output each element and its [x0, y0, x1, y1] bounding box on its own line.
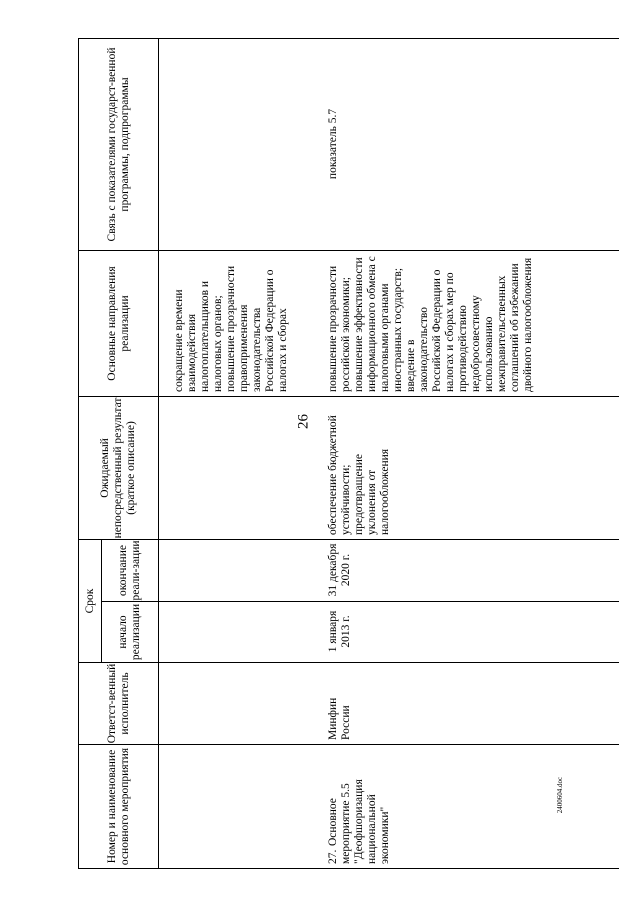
result-line: обеспечение бюджетной устойчивости;: [327, 415, 352, 535]
direction-line: сокращение времени взаимодействия налогоплательщиков и налоговых органов;: [173, 280, 224, 392]
header-measure-name: Номер и наименование основного мероприятия: [79, 745, 159, 869]
direction-line: повышение эффективности информационного обмена с налоговыми органами иностранных государств;: [353, 256, 404, 392]
row27-start: 1 января 2013 г.: [323, 602, 619, 663]
rotated-table-container: [78, 39, 584, 869]
header-start: начало реализации: [102, 602, 159, 663]
header-main-directions: Основные направления реализации: [79, 250, 159, 396]
row27-results: [323, 396, 619, 539]
measures-table: [78, 38, 619, 869]
direction-line: повышение прозрачности правоприменения законодательства Российской Федерации о налогах и сборах: [225, 265, 289, 392]
header-end: окончание реали-зации: [102, 539, 159, 601]
measures-table-area: [78, 39, 584, 869]
document-filename: 2400604.doc: [556, 776, 564, 814]
page-number: 26: [295, 414, 312, 429]
continuation-directions: [159, 250, 324, 396]
row27-end: 31 декабря 2020 г.: [323, 539, 619, 601]
row27-executor: Минфин России: [323, 663, 619, 745]
header-executor: Ответст-венный исполнитель: [79, 663, 159, 745]
direction-line: введение в законодательство Российской Федерации о налогах и сборах мер по противодействию недобросовестному использованию межправительственных соглашений об избежании двойного налогообложения: [405, 257, 534, 392]
direction-line: повышение прозрачности российской экономики;: [327, 265, 352, 392]
row-number: 27.: [327, 849, 339, 864]
header-row-1: [79, 38, 102, 868]
row27-measure: [323, 745, 619, 869]
header-term: Срок: [79, 539, 102, 662]
row27-directions: [323, 250, 619, 396]
header-expected-result: Ожидаемый непосредственный результат (краткое описание): [79, 396, 159, 539]
measure-name: Основное мероприятие 5.5 "Деофшоризация национальной экономики": [327, 779, 391, 864]
table-row: [323, 38, 619, 868]
row27-indicator: показатель 5.7: [323, 38, 619, 250]
header-program-link: Связь с показателями государст-венной программы, подпрограммы: [79, 38, 159, 250]
table-row-continuation: [159, 38, 324, 868]
result-line: предотвращение уклонения от налогообложения: [353, 448, 391, 535]
